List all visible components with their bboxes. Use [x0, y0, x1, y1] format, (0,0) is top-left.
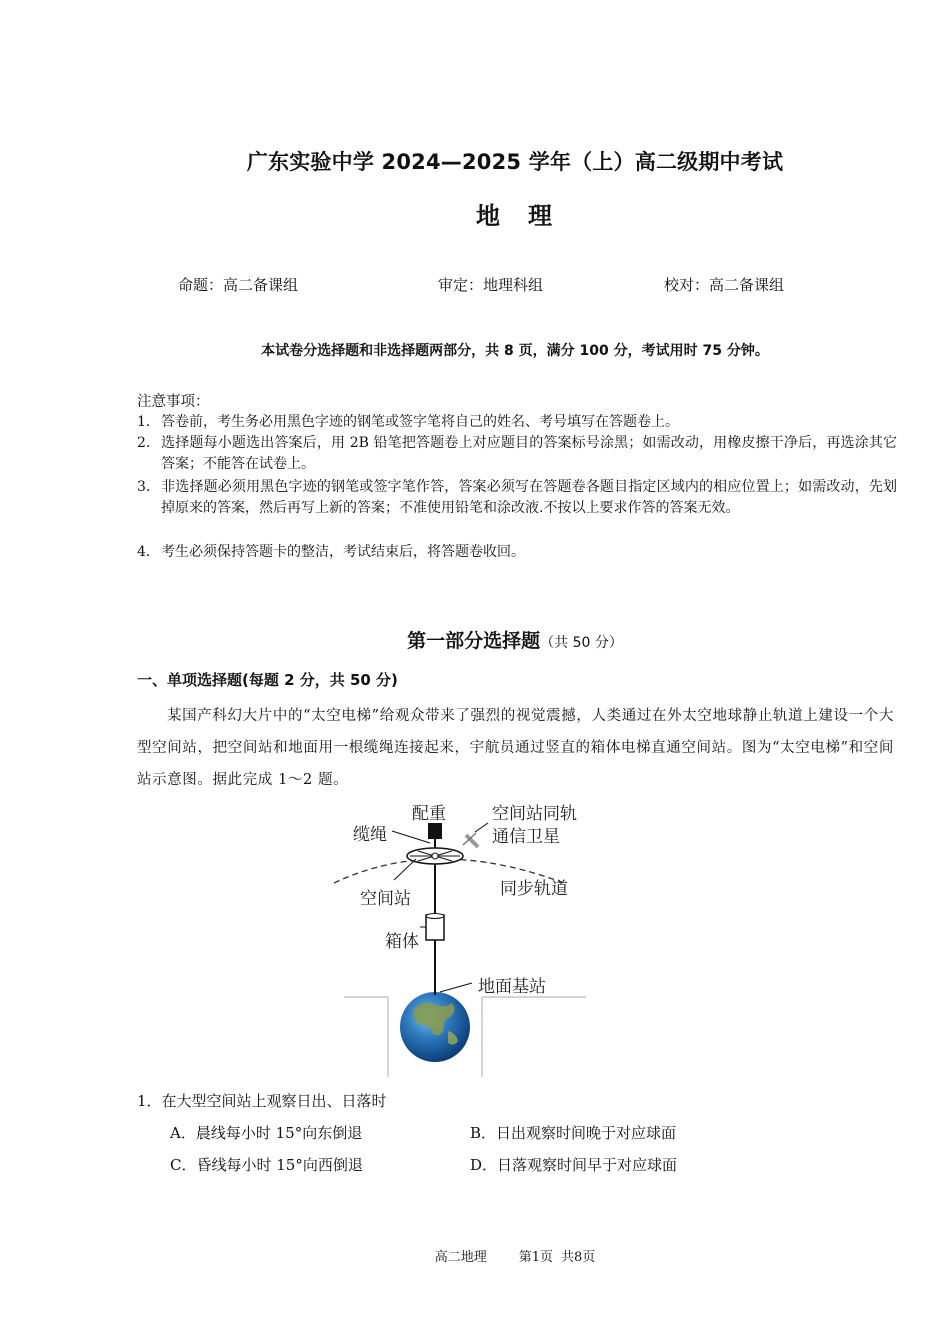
meta-proofreader: 校对：高二备课组 — [664, 276, 785, 294]
part-title-text: 第一部分选择题 — [407, 630, 541, 652]
station-hub — [432, 853, 438, 859]
notice-item-text: 考生必须保持答题卡的整洁，考试结束后，将答题卷收回。 — [161, 544, 525, 560]
cable-leader — [392, 831, 430, 843]
part-title — [0, 626, 950, 653]
label-orbit: 同步轨道 — [500, 879, 568, 899]
label-cable: 缆绳 — [353, 825, 387, 845]
label-satellite-line1: 空间站同轨 — [492, 804, 577, 824]
notice-title: 注意事项： — [137, 394, 210, 410]
label-satellite-line2: 通信卫星 — [492, 827, 560, 847]
footer-subject: 高二地理 — [434, 1250, 487, 1265]
option-c: C．昏线每小时 15°向西倒退 — [170, 1156, 363, 1174]
notice-item — [137, 542, 897, 563]
label-counterweight: 配重 — [412, 804, 446, 824]
option-a: A．晨线每小时 15°向东倒退 — [170, 1124, 363, 1142]
label-ground-station: 地面基站 — [478, 977, 546, 997]
notice-item — [137, 412, 897, 433]
page-footer — [0, 1246, 950, 1265]
meta-reviewer: 审定：地理科组 — [438, 276, 544, 294]
label-station: 空间站 — [360, 889, 411, 909]
ground-leader — [440, 983, 472, 992]
notice-item-number: 4． — [137, 544, 160, 560]
notice-item — [137, 477, 897, 519]
label-box: 箱体 — [385, 932, 419, 952]
space-elevator-diagram — [330, 795, 600, 1080]
exam-title: 广东实验中学 2024—2025 学年（上）高二级期中考试 — [246, 150, 784, 174]
option-b: B．日出观察时间晚于对应球面 — [470, 1124, 677, 1142]
notice-item-text: 答卷前，考生务必用黑色字迹的钢笔或签字笔将自己的姓名、考号填写在答题卷上。 — [161, 414, 679, 430]
option-d: D．日落观察时间早于对应球面 — [470, 1156, 678, 1174]
notice-item-number: 3． — [137, 479, 160, 495]
part-score: （共 50 分） — [540, 635, 623, 651]
notice-item-number: 1． — [137, 414, 160, 430]
meta-author: 命题：高二备课组 — [178, 276, 299, 294]
footer-total-pages: 共8页 — [561, 1250, 596, 1265]
counterweight — [428, 823, 442, 839]
subject-title: 地 理 — [476, 202, 554, 230]
question-passage: 某国产科幻大片中的“太空电梯”给观众带来了强烈的视觉震撼，人类通过在外太空地球静止轨道上建设一个大型空间站，把空间站和地面用一根缆绳连接起来，宇航员通过竖直的箱体电梯直通空间站。图为“太空电梯”和空间站示意图。据此完成 1～2 题。 — [137, 708, 894, 788]
elevator-box-top — [426, 914, 444, 919]
question-stem: 1．在大型空间站上观察日出、日落时 — [137, 1092, 387, 1110]
notice-item-text: 选择题每小题选出答案后，用 2B 铅笔把答题卷上对应题目的答案标号涂黑；如需改动，用橡皮擦干净后，再选涂其它答案；不能答在试卷上。 — [161, 435, 897, 472]
satellite-icon — [463, 823, 488, 847]
notice-item-number: 2． — [137, 435, 160, 451]
notice-item — [137, 433, 897, 475]
footer-page-number: 第1页 — [518, 1250, 553, 1265]
notice-item-text: 非选择题必须用黑色字迹的钢笔或签字笔作答，答案必须写在答题卷各题目指定区域内的相应位置上；如需改动，先划掉原来的答案，然后再写上新的答案；不准使用铅笔和涂改液.不按以上要求作答的答案无效。 — [161, 479, 897, 516]
exam-description: 本试卷分选择题和非选择题两部分，共 8 页，满分 100 分，考试用时 75 分钟。 — [261, 343, 769, 359]
section-title: 一、单项选择题(每题 2 分，共 50 分) — [137, 671, 398, 689]
